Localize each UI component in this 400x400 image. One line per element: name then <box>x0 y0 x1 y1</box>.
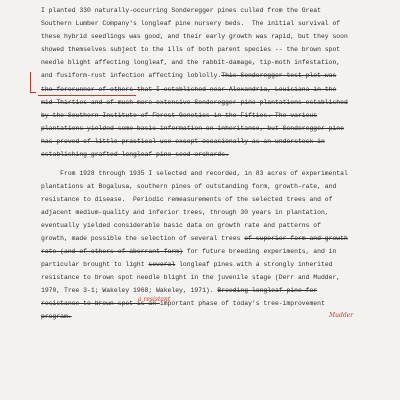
text-line <box>41 233 400 245</box>
struck-text: of superior form and growth <box>244 235 348 242</box>
insertion-annotation: a resistant <box>138 296 171 303</box>
text-line <box>41 220 400 232</box>
text-line <box>41 194 400 206</box>
text-line <box>41 136 400 148</box>
struck-text: by the Southern Institute of Forest Genetics in the Fifties. The various <box>41 112 318 119</box>
struck-text: program. <box>41 313 72 320</box>
line-text: showed themselves subject to the ills of both parent species -- the brown spot <box>41 46 341 53</box>
text-line <box>41 149 400 161</box>
margin-bracket-tick <box>30 92 36 93</box>
struck-text: This Sonderegger test plot was <box>221 72 337 79</box>
text-line <box>41 5 400 17</box>
line-text: longleaf pines with a strongly inherited <box>175 261 333 268</box>
text-line <box>41 181 400 193</box>
line-text: adjacent medium-quality and inferior trees, through 30 years in plantation, <box>41 209 329 216</box>
text-line <box>41 259 400 271</box>
text-line <box>41 110 400 122</box>
line-text: for future breeding experiments, and in <box>182 248 337 255</box>
text-line <box>41 31 400 43</box>
struck-text: the forerunner of others that I established near Alexandria, Louisiana in the <box>41 86 337 93</box>
struck-text: several <box>148 261 176 268</box>
line-text: I planted 330 naturally-occurring Sonderegger pines culled from the Great <box>41 7 321 14</box>
line-text: eventually yielded considerable basic data on growth rate and patterns of <box>41 222 321 229</box>
line-text: growth, made possible the selection of several trees <box>41 235 245 242</box>
line-text: 1970, Tree 3-1; Wakeley 1968; Wakeley, 1971). <box>41 287 218 294</box>
text-line <box>41 285 400 297</box>
line-text: Southern Lumber Company's longleaf pine nursery beds. The initial survival of <box>41 20 341 27</box>
text-line <box>41 70 400 82</box>
line-text: needle blight affecting longleaf, and the rabbit-damage, tip-moth infestation, <box>41 59 341 66</box>
line-text: From 1928 through 1935 I selected and recorded, in 83 acres of experimental <box>41 170 348 177</box>
text-line <box>41 97 400 109</box>
struck-text: plantations yielded some basic information on inheritance, but Sonderegger pine <box>41 125 344 132</box>
line-text: these hybrid seedlings was good, and their early growth was rapid, but they soon <box>41 33 348 40</box>
margin-annotation: Mudder <box>329 312 354 319</box>
text-line <box>41 207 400 219</box>
struck-text: resistance to brown spot is an <box>41 300 160 307</box>
line-text: plantations at Bogalusa, southern pines of outstanding form, growth-rate, and <box>41 183 337 190</box>
line-text: resistance to disease. Periodic remeasurements of the selected trees and of <box>41 196 333 203</box>
struck-text: rate (and of others of aberrant form) <box>41 248 183 255</box>
line-text: resistance to brown spot needle blight in the juvenile stage (Derr and Mudder, <box>41 274 341 281</box>
text-line <box>41 57 400 69</box>
text-line <box>41 18 400 30</box>
text-line <box>41 44 400 56</box>
line-text: particular brought to light <box>41 261 149 268</box>
text-line <box>41 298 400 310</box>
margin-bracket <box>30 72 31 92</box>
text-line <box>41 168 400 180</box>
text-line <box>41 123 400 135</box>
struck-text: mid-Thirties and of much more extensive Sonderegger pine plantations established <box>41 99 348 106</box>
line-text: important phase of today's tree-improvement <box>159 300 325 307</box>
text-line <box>41 246 400 258</box>
text-line <box>41 272 400 284</box>
line-text: and fusiform-rust infection affecting loblolly. <box>41 72 222 79</box>
struck-text: Breeding longleaf pine for <box>217 287 318 294</box>
text-line <box>41 84 400 96</box>
struck-text: establishing grafted longleaf pine seed orchards. <box>41 151 229 158</box>
struck-text: has proved of little practical use except occasionally as an understock in <box>41 138 325 145</box>
